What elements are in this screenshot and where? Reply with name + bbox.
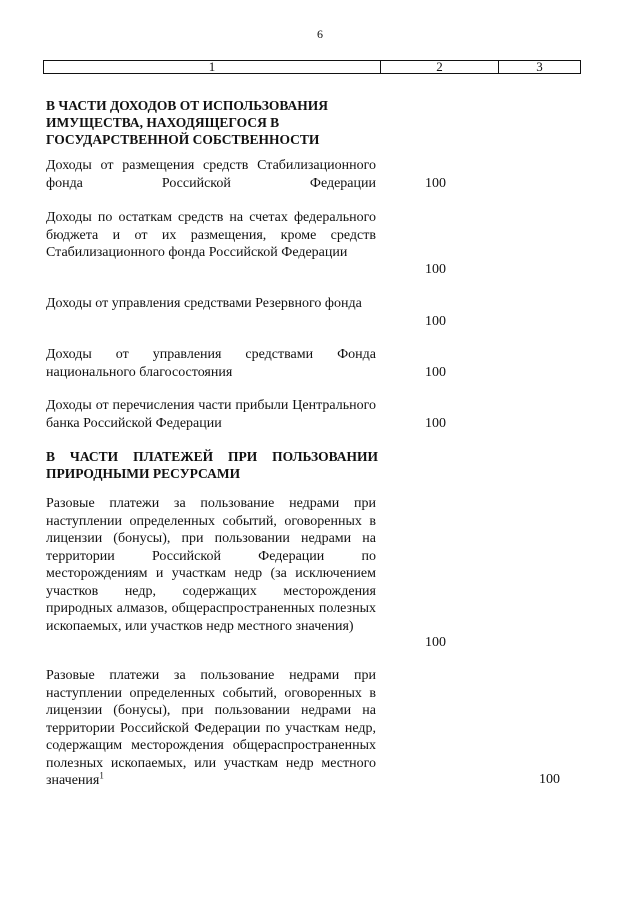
section-heading-property-income: В ЧАСТИ ДОХОДОВ ОТ ИСПОЛЬЗОВАНИЯ ИМУЩЕСТВА, НАХОДЯЩЕГОСЯ В ГОСУДАРСТВЕННОЙ СОБСТВЕННОСТИ [46, 98, 328, 147]
entry-value-col2: 100 [425, 314, 446, 329]
column-header-3: 3 [499, 61, 581, 74]
entry-reserve-fund-income: Доходы от управления средствами Резервного фонда [46, 296, 362, 311]
entry-value-col2: 100 [425, 365, 446, 380]
entry-stabilization-fund-income: Доходы от размещения средств Стабилизационного фонда Российской Федерации [46, 158, 376, 191]
entry-value-col2: 100 [425, 262, 446, 277]
entry-value-col3: 100 [539, 772, 560, 787]
entry-value-col2: 100 [425, 176, 446, 191]
entry-value-col2: 100 [425, 635, 446, 650]
section-heading-natural-resources: В ЧАСТИ ПЛАТЕЖЕЙ ПРИ ПОЛЬЗОВАНИИ ПРИРОДНЫМИ РЕСУРСАМИ [46, 449, 378, 481]
entry-subsoil-bonus-payments: Разовые платежи за пользование недрами при наступлении определенных событий, оговоренных в лицензии (бонусы), при пользовании недрами на территории Российской Федерации по месторождениям и участкам недр (за исключением участков недр, содержащих месторождения природных алмазов, общераспространенных полезных ископаемых, или участков недр местного значения) [46, 496, 376, 634]
entry-value-col2: 100 [425, 416, 446, 431]
entry-welfare-fund-income: Доходы от управления средствами Фонда национального благосостояния [46, 347, 376, 380]
page-number: 6 [317, 27, 323, 41]
entry-text-body: Разовые платежи за пользование недрами при наступлении определенных событий, оговоренных в лицензии (бонусы), при пользовании недрами на территории Российской Федерации по участкам недр, содержащим месторождения общераспространенных полезных ископаемых, или участкам недр местного значения [46, 668, 376, 788]
entry-federal-budget-balances: Доходы по остаткам средств на счетах федерального бюджета и от их размещения, кроме средств Стабилизационного фонда Российской Федерации [46, 210, 376, 260]
column-header-1: 1 [44, 61, 381, 74]
column-header-2: 2 [381, 61, 499, 74]
column-header-table [43, 60, 581, 74]
entry-central-bank-profit: Доходы от перечисления части прибыли Центрального банка Российской Федерации [46, 398, 376, 431]
entry-subsoil-bonus-common-minerals [46, 667, 376, 790]
footnote-marker: 1 [99, 770, 104, 781]
